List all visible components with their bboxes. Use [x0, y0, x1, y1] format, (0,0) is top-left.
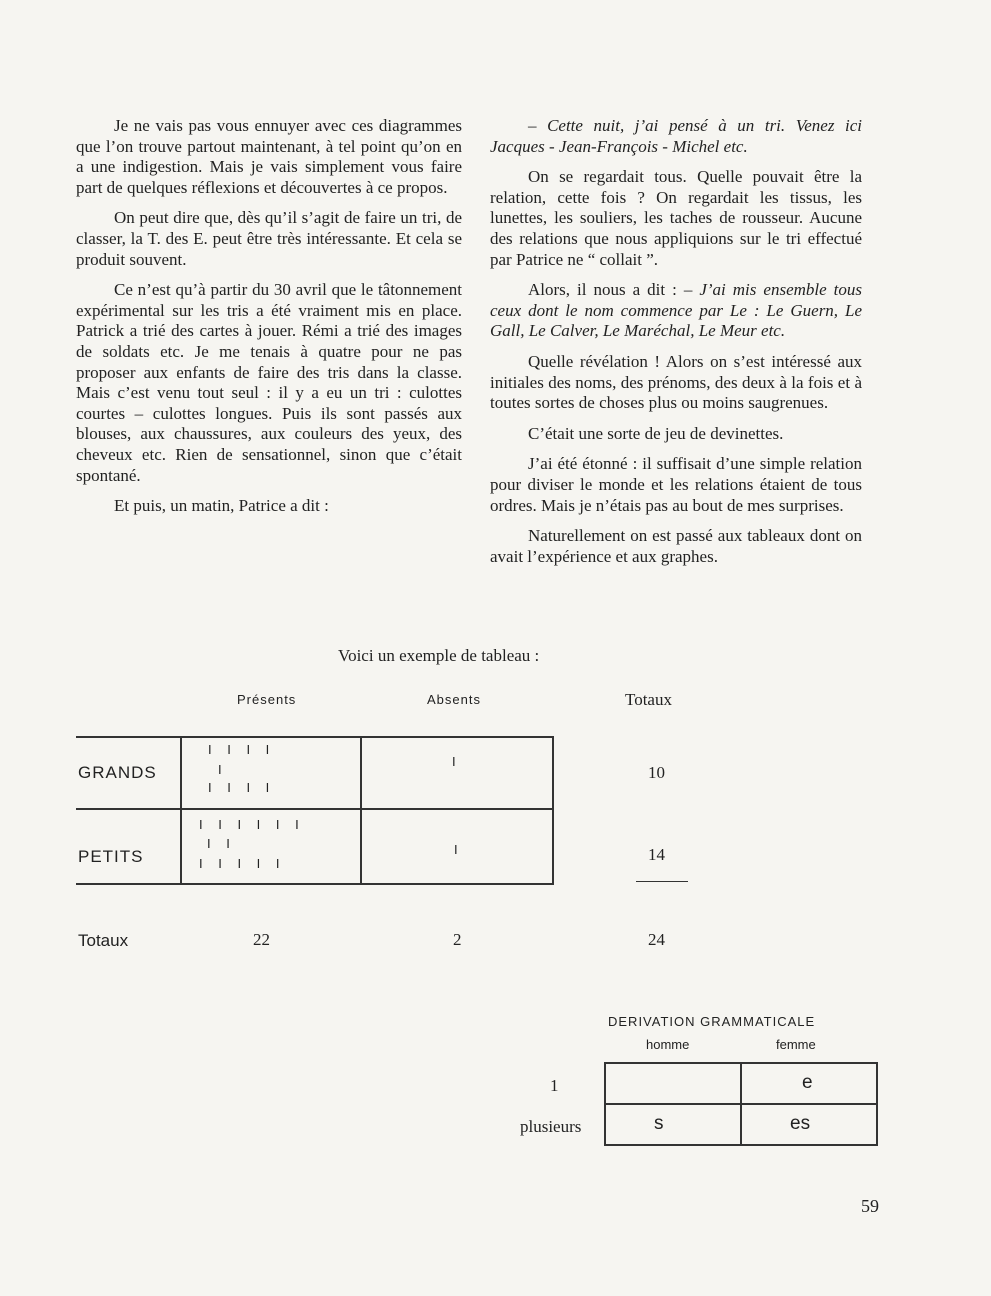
row-label-grands: GRANDS: [78, 763, 157, 782]
paragraph: Quelle révélation ! Alors on s’est intéressé aux initiales des noms, des prénoms, des deux à la fois et à toutes sortes de choses plus ou moins saugrenues.: [490, 351, 862, 413]
tally-marks: I I I I: [208, 780, 276, 795]
header-femme: femme: [776, 1037, 816, 1052]
table-col-divider: [360, 736, 362, 885]
tally-marks: I I I I I I: [199, 817, 305, 832]
row-total: 10: [648, 763, 665, 782]
grand-total: 24: [648, 930, 665, 949]
table-border-top: [76, 736, 554, 738]
table-border-right: [552, 736, 554, 885]
row-total: 14: [648, 845, 665, 864]
row-label-singular: 1: [550, 1076, 559, 1095]
paragraph: C’était une sorte de jeu de devinettes.: [528, 423, 784, 443]
paragraph: [490, 280, 862, 342]
total-absents: 2: [453, 930, 462, 949]
total-underline: [636, 881, 688, 882]
paragraph-lead: Alors, il nous a dit :: [528, 280, 684, 300]
header-presents: Présents: [237, 692, 297, 707]
row-label-plural: plusieurs: [520, 1117, 582, 1136]
table-intro: Voici un exemple de tableau :: [338, 646, 540, 665]
quote-text: – J’ai mis ensemble tous ceux dont le nom commence par Le : Le Guern, Le Gall, Le Calver, Le Maréchal, Le Meur etc.: [490, 280, 862, 341]
table-col-divider: [180, 736, 182, 885]
cell-plural-femme: es: [790, 1113, 811, 1134]
paragraph: Je ne vais pas vous ennuyer avec ces diagrammes que l’on trouve partout maintenant, à tel point qu’on en a une indigestion. Mais je vais simplement vous faire part de quelques réflexions et découvertes à ce propos.: [76, 116, 462, 197]
header-homme: homme: [646, 1037, 690, 1052]
tally-marks: I I I I: [208, 742, 276, 757]
totals-label: Totaux: [78, 931, 129, 950]
table-border-bottom: [76, 883, 554, 885]
page-number: 59: [861, 1196, 879, 1216]
cell-plural-homme: s: [654, 1113, 664, 1134]
table2-title: DERIVATION GRAMMATICALE: [608, 1014, 816, 1029]
header-absents: Absents: [427, 692, 481, 707]
cell-singular-femme: e: [802, 1072, 813, 1093]
paragraph: On peut dire que, dès qu’il s’agit de faire un tri, de classer, la T. des E. peut être très intéressante. Et cela se produit souvent.: [76, 208, 462, 269]
table-row-divider: [76, 808, 554, 810]
paragraph: J’ai été étonné : il suffisait d’une simple relation pour diviser le monde et les relations étaient de tous ordres. Mais je n’étais pas au bout de mes surprises.: [490, 454, 862, 515]
paragraph: Et puis, un matin, Patrice a dit :: [114, 496, 329, 516]
paragraph: Naturellement on est passé aux tableaux dont on avait l’expérience et aux graphes.: [490, 526, 862, 566]
tally-marks: I I: [207, 836, 236, 851]
quote-paragraph: – Cette nuit, j’ai pensé à un tri. Venez ici Jacques - Jean-François - Michel etc.: [490, 116, 862, 156]
paragraph: On se regardait tous. Quelle pouvait être la relation, cette fois ? On regardait les tissus, les lunettes, les souliers, les taches de rousseur. Aucune des relations que nous appliquions sur le tri effectué par Patrice ne “ collait ”.: [490, 167, 862, 269]
header-totaux: Totaux: [625, 690, 672, 709]
tally-marks: I: [218, 762, 228, 777]
tally-marks: I: [452, 754, 462, 769]
total-presents: 22: [253, 930, 270, 949]
paragraph: Ce n’est qu’à partir du 30 avril que le tâtonnement expérimental sur les tris a été vraiment mis en place. Patrick a trié des cartes à jouer. Rémi a trié des images de soldats etc. Je me tenais à quatre pour ne pas proposer aux enfants de faire des tris dans la classe. Mais c’est venu tout seul : il y a eu un tri : culottes courtes – culottes longues. Puis ils sont passés aux blouses, aux chaussures, aux couleurs des yeux, des cheveux etc. Rien de sensationnel, sinon que c’était spontané.: [76, 280, 462, 485]
derivation-table: [604, 1062, 878, 1146]
tally-marks: I I I I I: [199, 856, 286, 871]
tally-marks: I: [454, 842, 464, 857]
left-text-column: [76, 116, 462, 527]
row-label-petits: PETITS: [78, 847, 144, 866]
table-row-divider: [606, 1103, 876, 1105]
right-text-column: [490, 116, 862, 577]
